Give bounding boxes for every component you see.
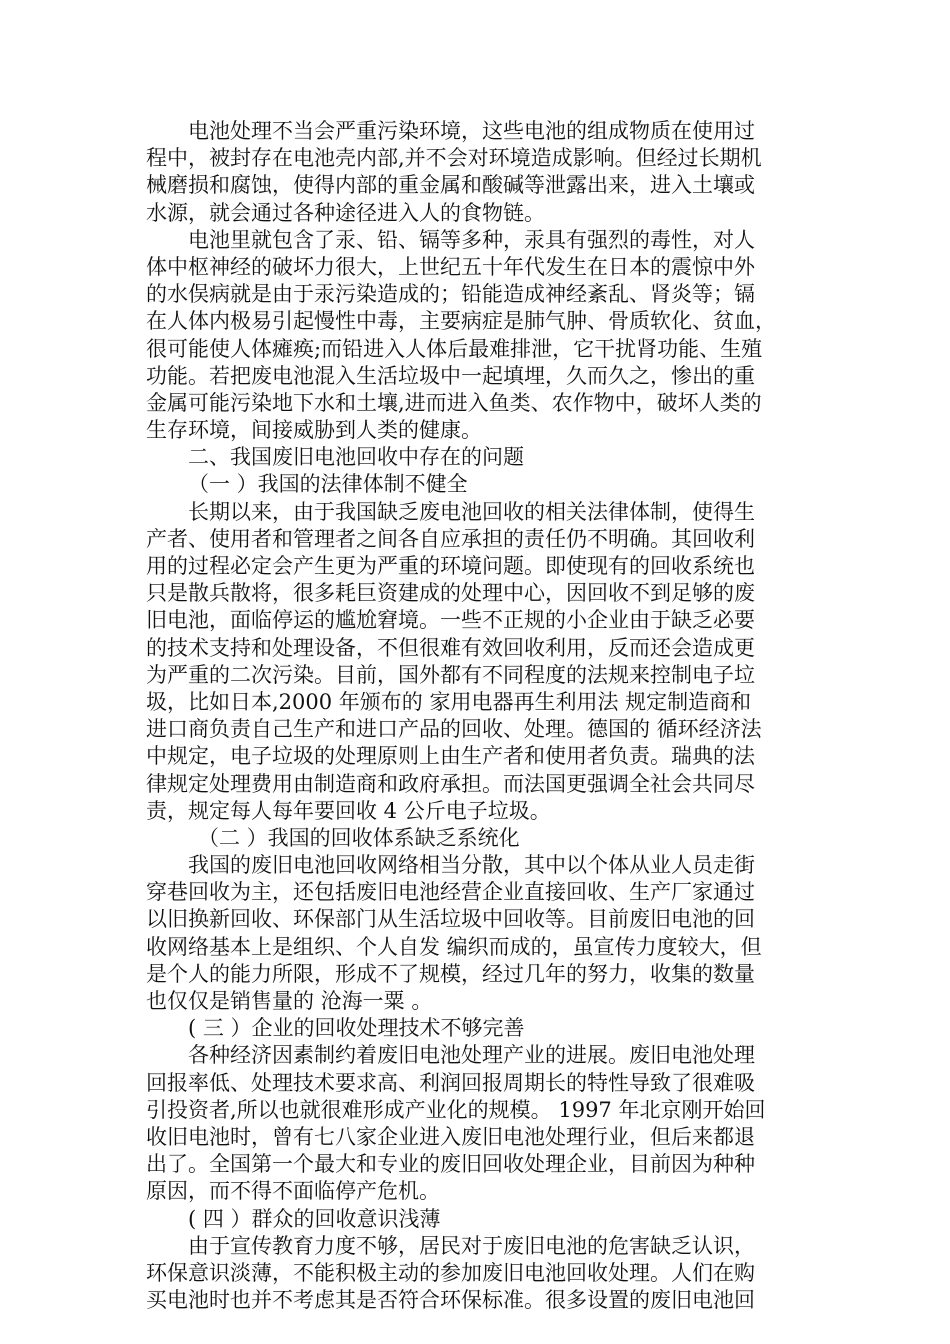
paragraph-line: 回报率低、处理技术要求高、利润回报周期长的特性导致了很难吸 [146,1070,755,1095]
paragraph-line: 产者、使用者和管理者之间各自应承担的责任仍不明确。其回收利 [146,526,755,551]
paragraph-line: 各种经济因素制约着废旧电池处理产业的进展。废旧电池处理 [188,1043,755,1068]
paragraph-line: 电池里就包含了汞、铅、镉等多种，汞具有强烈的毒性，对人 [188,227,755,252]
paragraph-line: 水源，就会通过各种途径进入人的食物链。 [146,200,545,225]
paragraph-line: 引投资者,所以也就很难形成产业化的规模。 1997 年北京刚开始回 [146,1097,766,1122]
subsection-heading: ( 三 ）企业的回收处理技术不够完善 [188,1016,525,1041]
paragraph-line: 收网络基本上是组织、个人自发 编织而成的，虽宣传力度较大，但 [146,934,762,959]
paragraph-line: 进口商负责自己生产和进口产品的回收、处理。德国的 循环经济法 [146,717,762,742]
document-page [146,118,806,1314]
paragraph-line: 中规定，电子垃圾的处理原则上由生产者和使用者负责。瑞典的法 [146,744,755,769]
paragraph-line: 以旧换新回收、环保部门从生活垃圾中回收等。目前废旧电池的回 [146,907,755,932]
paragraph-line: 环保意识淡薄，不能积极主动的参加废旧电池回收处理。人们在购 [146,1260,755,1285]
paragraph-line: 的技术支持和处理设备，不但很难有效回收利用，反而还会造成更 [146,635,755,660]
paragraph-line: 械磨损和腐蚀，使得内部的重金属和酸碱等泄露出来，进入土壤或 [146,173,755,198]
paragraph-line: 功能。若把废电池混入生活垃圾中一起填埋，久而久之，惨出的重 [146,363,755,388]
subsection-heading: （一 ）我国的法律体制不健全 [188,472,468,497]
subsection-heading: （二 ）我国的回收体系缺乏系统化 [198,825,520,850]
paragraph-line: 为严重的二次污染。目前，国外都有不同程度的法规来控制电子垃 [146,662,755,687]
paragraph-line: 穿巷回收为主，还包括废旧电池经营企业直接回收、生产厂家通过 [146,880,755,905]
paragraph-line: 是个人的能力所限，形成不了规模，经过几年的努力，收集的数量 [146,961,755,986]
paragraph-line: 金属可能污染地下水和土壤,进而进入鱼类、农作物中，破坏人类的 [146,390,762,415]
paragraph-line: 在人体内极易引起慢性中毒，主要病症是肺气肿、骨质软化、贫血， [146,309,776,334]
paragraph-line: 由于宣传教育力度不够，居民对于废旧电池的危害缺乏认识， [188,1233,755,1258]
paragraph-line: 的水俣病就是由于汞污染造成的；铅能造成神经紊乱、肾炎等；镉 [146,282,755,307]
paragraph-line: 电池处理不当会严重污染环境，这些电池的组成物质在使用过 [188,119,755,143]
paragraph-line: 责，规定每人每年要回收 4 公斤电子垃圾。 [146,798,551,823]
paragraph-line: 收旧电池时，曾有七八家企业进入废旧电池处理行业，但后来都退 [146,1124,755,1149]
section-heading: 二、我国废旧电池回收中存在的问题 [188,445,524,470]
subsection-heading: ( 四 ）群众的回收意识浅薄 [188,1206,441,1231]
paragraph-line: 也仅仅是销售量的 沧海一粟 。 [146,989,433,1013]
paragraph-line: 体中枢神经的破坏力很大，上世纪五十年代发生在日本的震惊中外 [146,254,755,279]
paragraph-line: 买电池时也并不考虑其是否符合环保标准。很多设置的废旧电池回 [146,1288,755,1313]
paragraph-line: 原因，而不得不面临停产危机。 [146,1179,440,1204]
paragraph-line: 律规定处理费用由制造商和政府承担。而法国更强调全社会共同尽 [146,771,755,796]
paragraph-line: 长期以来，由于我国缺乏废电池回收的相关法律体制，使得生 [188,499,755,524]
paragraph-line: 圾，比如日本,2000 年颁布的 家用电器再生利用法 规定制造商和 [146,689,752,714]
paragraph-line: 旧电池，面临停运的尴尬窘境。一些不正规的小企业由于缺乏必要 [146,608,755,633]
paragraph-line: 只是散兵散将，很多耗巨资建成的处理中心，因回收不到足够的废 [146,581,755,606]
paragraph-line: 程中，被封存在电池壳内部,并不会对环境造成影响。但经过长期机 [146,146,762,171]
paragraph-line: 出了。全国第一个最大和专业的废旧回收处理企业，目前因为种种 [146,1152,755,1177]
paragraph-line: 很可能使人体瘫痪;而铅进入人体后最难排泄，它干扰肾功能、生殖 [146,336,763,361]
paragraph-line: 我国的废旧电池回收网络相当分散，其中以个体从业人员走街 [188,853,755,878]
paragraph-line: 生存环境，间接威胁到人类的健康。 [146,418,482,443]
paragraph-line: 用的过程必定会产生更为严重的环境问题。即使现有的回收系统也 [146,554,755,578]
